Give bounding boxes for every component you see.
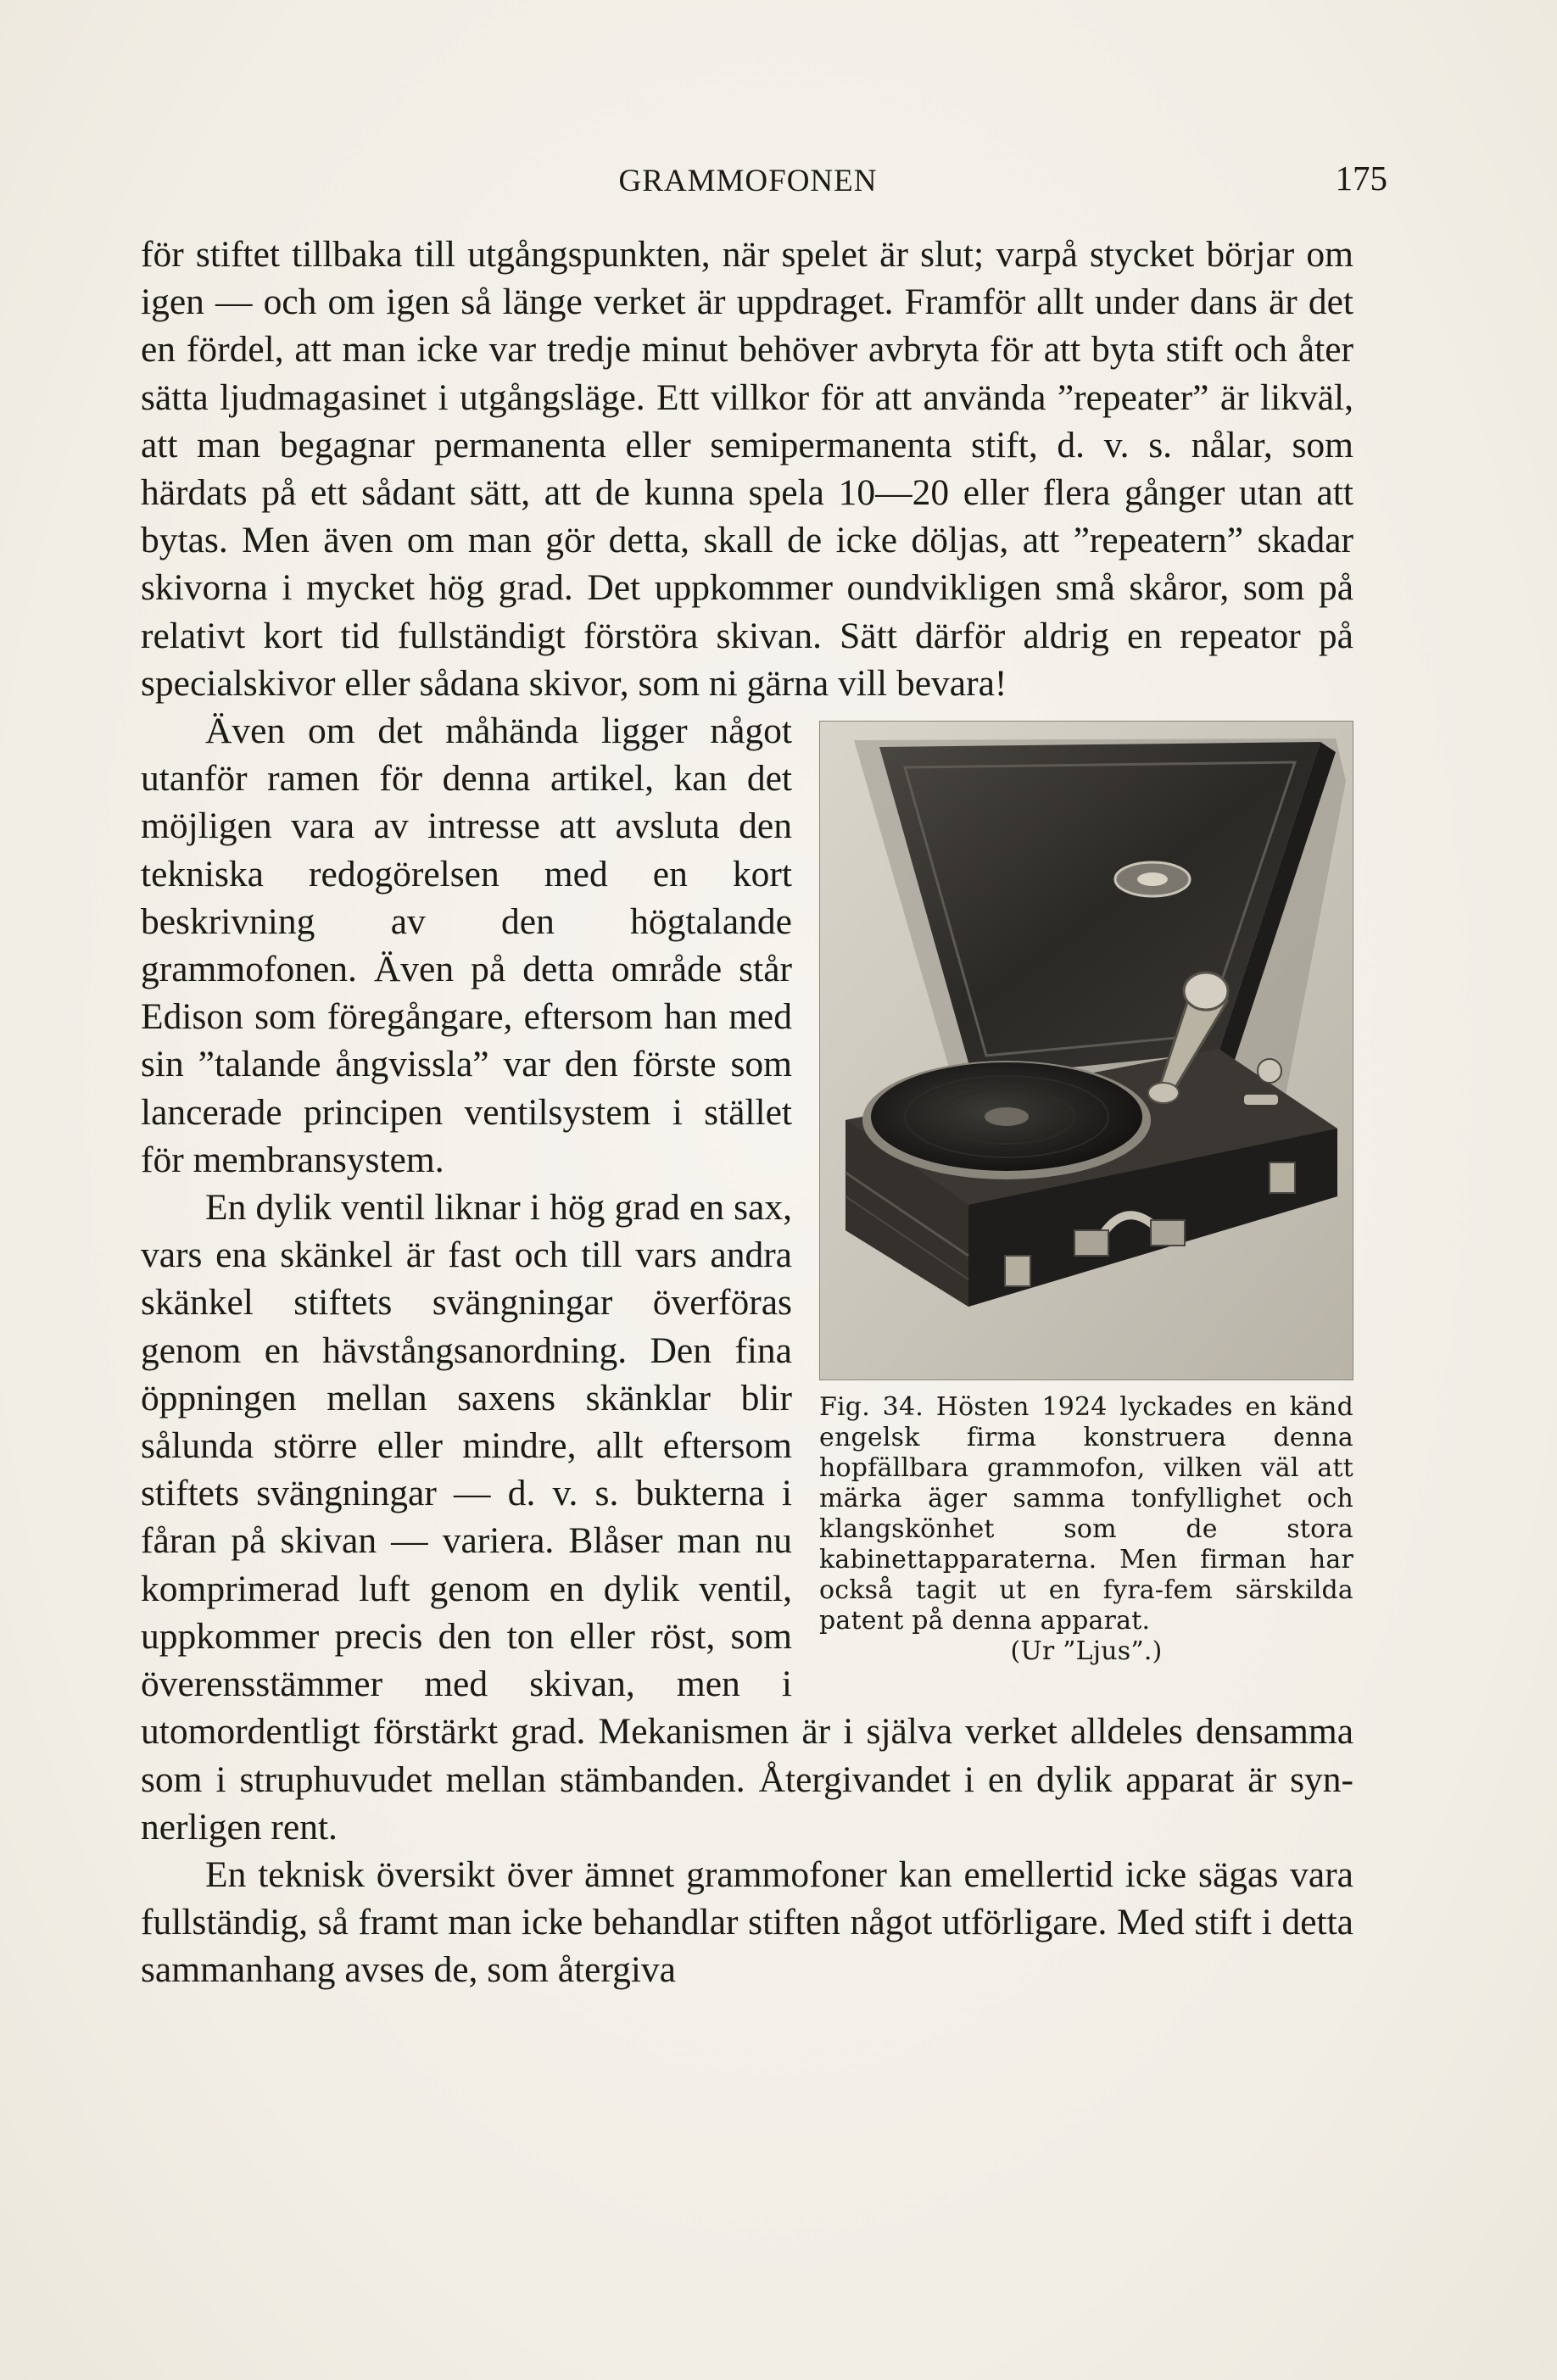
paragraph-1: för stiftet tillbaka till utgångspunkten, när spelet är slut; varpå stycket börjar om igen — och om igen så länge verket är uppdraget. Framför allt under dans är det en fördel, att man icke var tredje minut behöver avbryta för att byta stift och åter sätta ljudmagasinet i utgångsläge. Ett villkor för att använda ”repeater” är likväl, att man begagnar permanenta eller semipermanenta stift, d. v. s. nålar, som härdats på ett sådant sätt, att de kunna spela 10—20 eller flera gånger utan att bytas. Men även om man gör detta, skall de icke döljas, att ”repeatern” skadar skivorna i mycket hög grad. Det uppkommer oundvikligen små skåror, som på relativt kort tid fullständigt förstöra skivan. Sätt därför aldrig en repeator på specialskivor eller sådana skivor, som ni gärna vill bevara! xyxy=(141,234,1353,704)
running-head-title: GRAMMOFONEN xyxy=(618,164,878,198)
paragraph-3: En dylik ventil liknar i hög grad en sax, vars ena skänkel är fast och till vars andra skänkel stiftets svängningar överföras genom en hävstångsanordning. Den fina öppningen mellan saxens skänklar blir sålunda större eller mindre, allt eftersom stiftets svängningar — d. v. s. bukterna i fåran på skivan — variera. Blåser man nu komprimerad luft genom en dylik ventil, uppkommer precis den ton eller röst, som överensstämmer med skivan, men i utomordentligt förstärkt grad. Mekanismen är i själva verket alldeles densamma som i struphuvudet mellan stämbanden. Återgivandet i en dylik apparat är synnerligen rent. xyxy=(141,1187,1353,1848)
body-text xyxy=(141,231,1353,1994)
caption-source: (Ur ”Ljus”.) xyxy=(1010,1636,1163,1667)
figure-caption xyxy=(819,1392,1353,1667)
gramophone-illustration xyxy=(820,722,1353,1380)
page-number: 175 xyxy=(1335,159,1387,198)
running-head xyxy=(141,158,1387,202)
caption-text: Fig. 34. Hösten 1924 lyckades en känd engelsk firma konstruera denna hopfällbara grammofon, vilken väl att märka äger samma tonfyllighet och klangskönhet som de stora kabinettapparaterna. Men firman har också tagit ut en fyra-fem särskilda patent på denna apparat. xyxy=(819,1392,1353,1636)
figure-34 xyxy=(819,721,1353,1667)
gramophone-photo xyxy=(819,721,1353,1380)
paragraph-2: Även om det måhända ligger något utanför ramen för denna artikel, kan det möjligen vara av intresse att avsluta den tekniska redogörelsen med en kort beskrivning av den högtalande grammofonen. Även på detta område står Edison som föregångare, eftersom han med sin ”talande ångvissla” var den förste som lancerade principen ventilsystem i stället för membransystem. xyxy=(141,711,792,1180)
paragraph-4: En teknisk översikt över ämnet grammofoner kan emellertid icke sägas vara fullständig, så framt man icke behandlar stiften något utförligare. Med stift i detta sammanhang avses de, som återgiva xyxy=(141,1853,1353,1991)
